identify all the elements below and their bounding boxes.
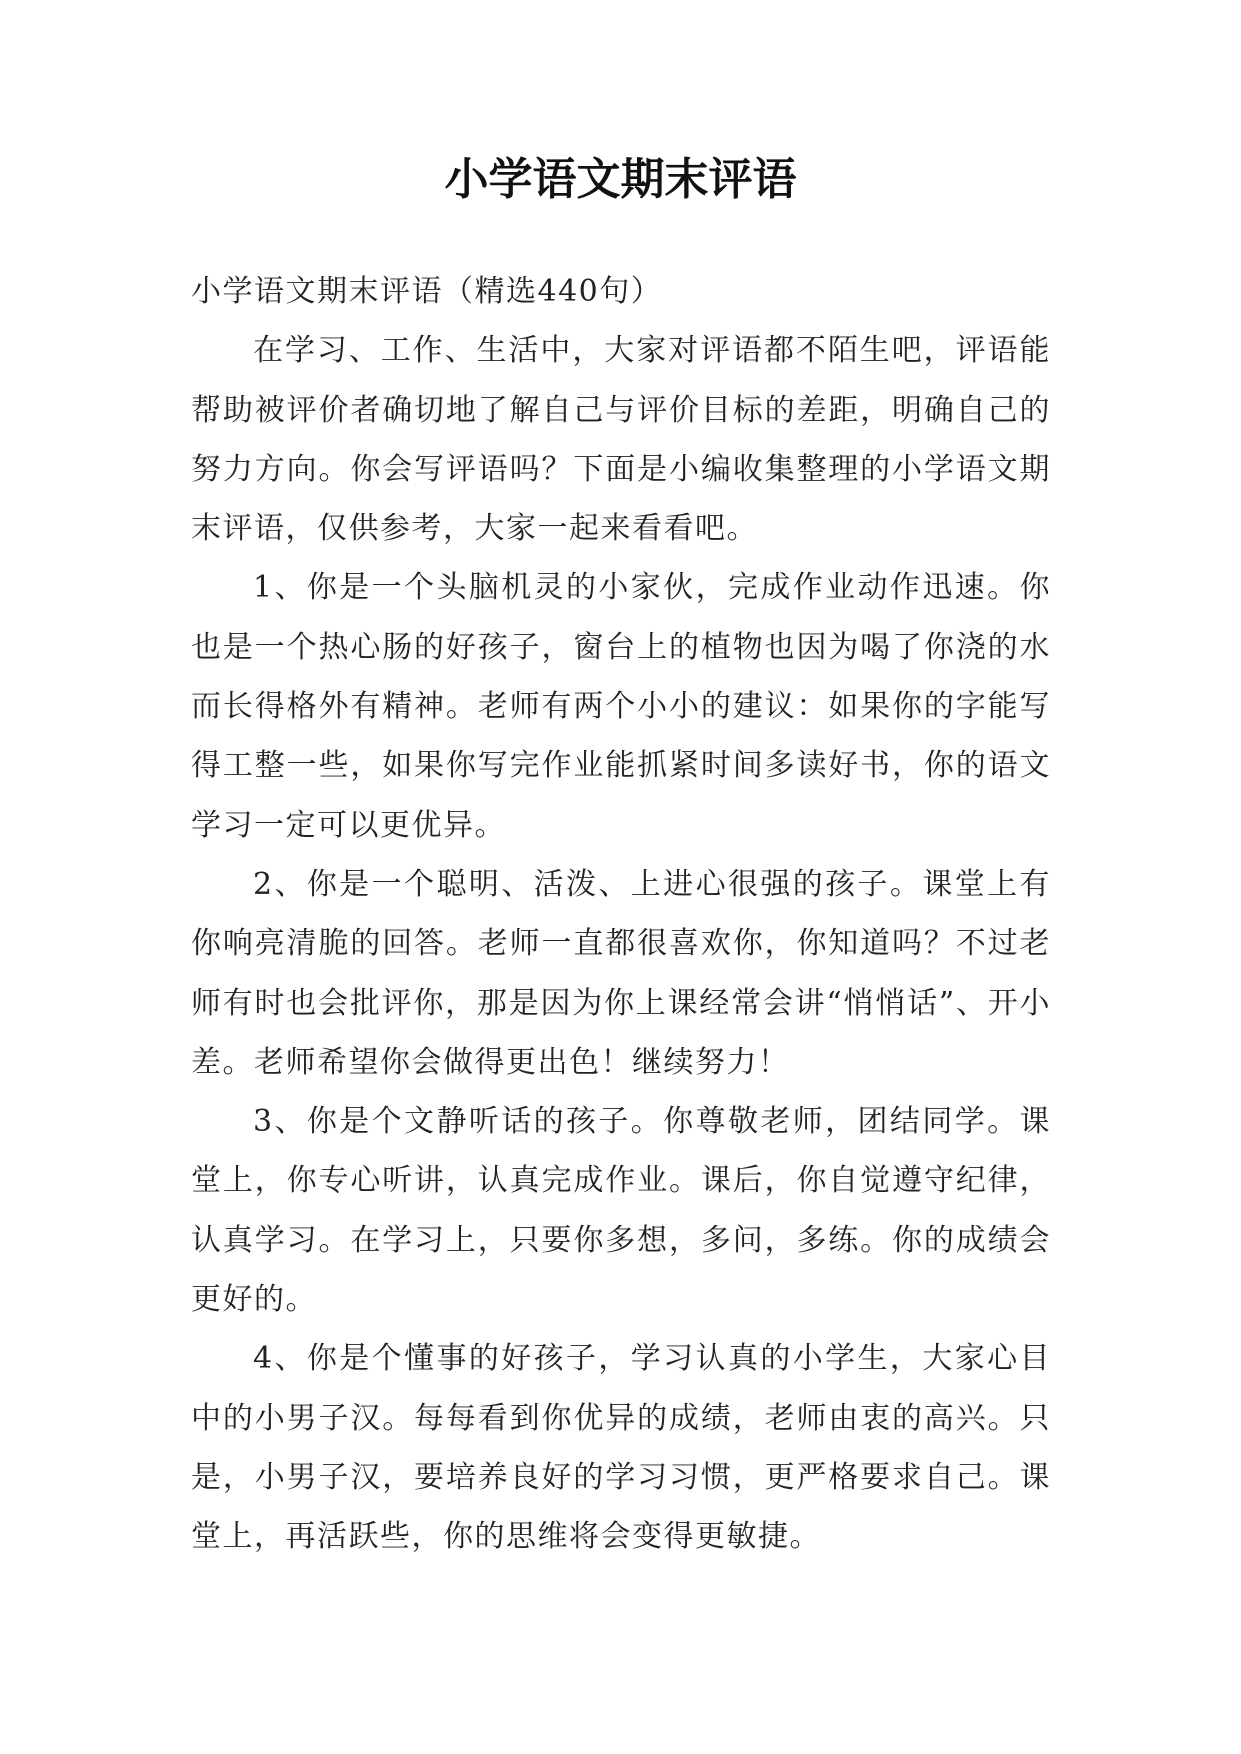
intro-paragraph: 在学习、工作、生活中，大家对评语都不陌生吧，评语能帮助被评价者确切地了解自己与评价目标的差距，明确自己的努力方向。你会写评语吗？下面是小编收集整理的小学语文期末评语，仅供参考，大家一起来看看吧。	[191, 333, 1051, 547]
comment-paragraph-2: 2、你是一个聪明、活泼、上进心很强的孩子。课堂上有你响亮清脆的回答。老师一直都很喜欢你，你知道吗？不过老师有时也会批评你，那是因为你上课经常会讲“悄悄话”、开小差。老师希望你会做得更出色！继续努力！	[191, 866, 1051, 1080]
document-body	[191, 262, 1051, 1567]
comment-paragraph-4: 4、你是个懂事的好孩子，学习认真的小学生，大家心目中的小男子汉。每每看到你优异的成绩，老师由衷的高兴。只是，小男子汉，要培养良好的学习习惯，更严格要求自己。课堂上，再活跃些，你的思维将会变得更敏捷。	[191, 1341, 1051, 1555]
document-subtitle: 小学语文期末评语（精选440句）	[191, 274, 663, 309]
document-title: 小学语文期末评语	[444, 154, 797, 205]
comment-paragraph-3: 3、你是个文静听话的孩子。你尊敬老师，团结同学。课堂上，你专心听讲，认真完成作业。课后，你自觉遵守纪律，认真学习。在学习上，只要你多想，多问，多练。你的成绩会更好的。	[191, 1104, 1051, 1318]
comment-paragraph-1: 1、你是一个头脑机灵的小家伙，完成作业动作迅速。你也是一个热心肠的好孩子，窗台上的植物也因为喝了你浇的水而长得格外有精神。老师有两个小小的建议：如果你的字能写得工整一些，如果你写完作业能抓紧时间多读好书，你的语文学习一定可以更优异。	[191, 570, 1051, 843]
